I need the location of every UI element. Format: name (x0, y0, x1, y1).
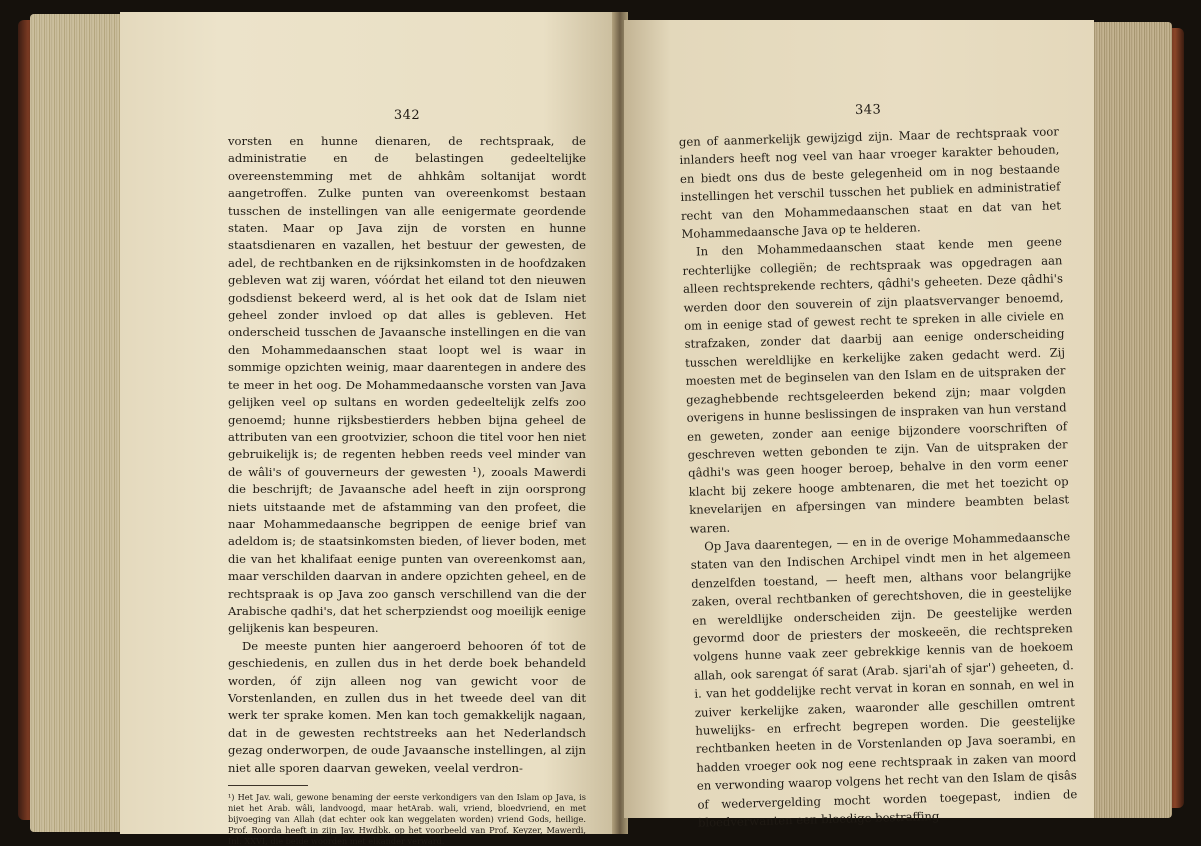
page-number-right: 343 (854, 102, 882, 119)
page-edges-right (1090, 22, 1172, 818)
left-paragraph-2: De meeste punten hier aangeroerd behooren óf tot de geschiedenis, en zullen dus in het derde boek behandeld worden, óf zijn alleen nog van gewicht voor de Vorstenlanden, en zullen dus in het tweede deel van dit werk ter sprake komen. Men kan toch gemakkelijk nagaan, dat in de gewesten rechtstreeks aan het Nederlandsch gezag onderworpen, de oude Javaansche instellingen, al zijn niet alle sporen daarvan geweken, veelal verdron- (228, 638, 586, 775)
right-paragraph-2: In den Mohammedaanschen staat kende men geene rechterlijke collegiën; de rechtspraak was opgedragen aan alleen rechtsprekende rechters, qâdhi's geheeten. Deze qâdhi's werden door den souverein of zijn plaatsvervanger benoemd, om in eenige stad of gewest recht te spreken in alle civiele en strafzaken, zonder dat daarbij aan eenige onderscheiding tusschen wereldlijke en kerkelijke zaken gedacht werd. Zij moesten met de beginselen van den Islam en de uitspraken der gezaghebbende rechtsgeleerden bekend zijn; maar volgden overigens in hunne beslissingen de inspraken van hun verstand en geweten, zonder aan eenige bijzondere voorschriften of geschreven wetten gebonden te zijn. Van de uitspraken der qâdhi's was geen hooger beroep, behalve in den vorm eener klacht bij zekere hooge ambtenaren, die met het toezicht op knevelarijen en afpersingen van mindere beambten belast waren. (682, 234, 1070, 536)
right-paragraph-1: gen of aanmerkelijk gewijzigd zijn. Maar de rechtspraak voor inlanders heeft nog veel van haar vroeger karakter behouden, en biedt ons dus de beste gelegenheid om in nog bestaande instellingen het verschil tusschen het publiek en administratief recht van den Mohammedaanschen staat en dat van het Mohammedaansche Java op te helderen. (678, 124, 1062, 241)
right-paragraph-3: Op Java daarentegen, — en in de overige Mohammedaansche staten van den Indischen Archipel vindt men in het algemeen denzelfden toestand, — heeft men, althans voor belangrijke zaken, overal rechtbanken of gerechtshoven, die in geestelijke en wereldlijke onderscheiden zijn. De geestelijke werden gevormd door de priesters der moskeeën, die rechtspreken volgens hunne vaak zeer gebrekkige kennis van de hoekoem allah, ook sarengat óf sarat (Arab. sjari'ah of sjar') geheeten, d. i. van het goddelijke recht vervat in koran en sonnah, en wel in zuiver kerkelijke zaken, waaronder alle geschillen omtrent huwelijks- en erfrecht begrepen worden. Die geestelijke rechtbanken heeten in de Vorstenlanden op Java soerambi, en hadden vroeger ook nog eene rechtspraak in zaken van moord en verwonding waarop volgens het recht van den Islam de qisâs of wedervergelding mocht worden toegepast, indien de bloedverwanten een bloedige bestraffing (690, 529, 1078, 830)
left-page (120, 12, 618, 846)
footnote: ¹) Het Jav. wali, gewone benaming der eerste verkondigers van den Islam op Java, is niet het Arab. wâli, landvoogd, maar hetArab. wali, vriend, bloedvriend, en met bijvoeging van Allah (dat echter ook kan weggelaten worden) vriend Gods, heilige. Prof. Roorda heeft in zijn Jav. Hwdbk. op het voorbeeld van Prof. Keyzer, Mawerdi, Inl. XXVI, die beide woorden met elkander verward. (228, 792, 586, 846)
right-page (624, 20, 1094, 830)
footnote-rule (228, 785, 308, 786)
left-paragraph-1: vorsten en hunne dienaren, de rechtspraak, de administratie en de belastingen gedeeltelijke overeenstemming met de ahhkâm soltanijat wordt aangetroffen. Zulke punten van overeenkomst bestaan tusschen de instellingen van alle eenigermate geordende staten. Maar op Java zijn de vorsten en hunne staatsdienaren en vazallen, het bestuur der gewesten, de adel, de rechtbanken en de rijksinkomsten in de hoofdzaken gebleven wat zij waren, vóórdat het eiland tot den nieuwen godsdienst bekeerd werd, al is het ook dat de Islam niet geheel zonder invloed op dat alles is gebleven. Het onderscheid tusschen de Javaansche instellingen en die van den Mohammedaanschen staat loopt wel is waar in sommige opzichten weinig, maar daarentegen in andere des te meer in het oog. De Mohammedaansche vorsten van Java gelijken veel op sultans en worden gedeeltelijk zelfs zoo genoemd; hunne rijksbestierders hebben bijna geheel de attributen van een grootvizier, schoon die titel voor hen niet gebruikelijk is; de regenten hebben reeds veel minder van de wâli's of gouverneurs der gewesten ¹), zooals Mawerdi die beschrijft; de Javaansche adel heeft in zijn oorsprong niets uitstaande met de afstamming van den profeet, die naar Mohammedaansche begrippen de eenige brief van adeldom is; de staatsinkomsten bieden, of liever boden, met die van het khalifaat eenige punten van overeenkomst aan, maar verschilden daarvan in andere opzichten geheel, en de rechtspraak is op Java zoo gansch verschillend van die der Arabische qadhi's, dat het scherpziendst oog moeilijk eenige gelijkenis kan bespeuren. (228, 134, 586, 636)
page-edges-left (30, 14, 122, 832)
page-number-left: 342 (393, 108, 421, 123)
right-text-block (678, 97, 1078, 832)
